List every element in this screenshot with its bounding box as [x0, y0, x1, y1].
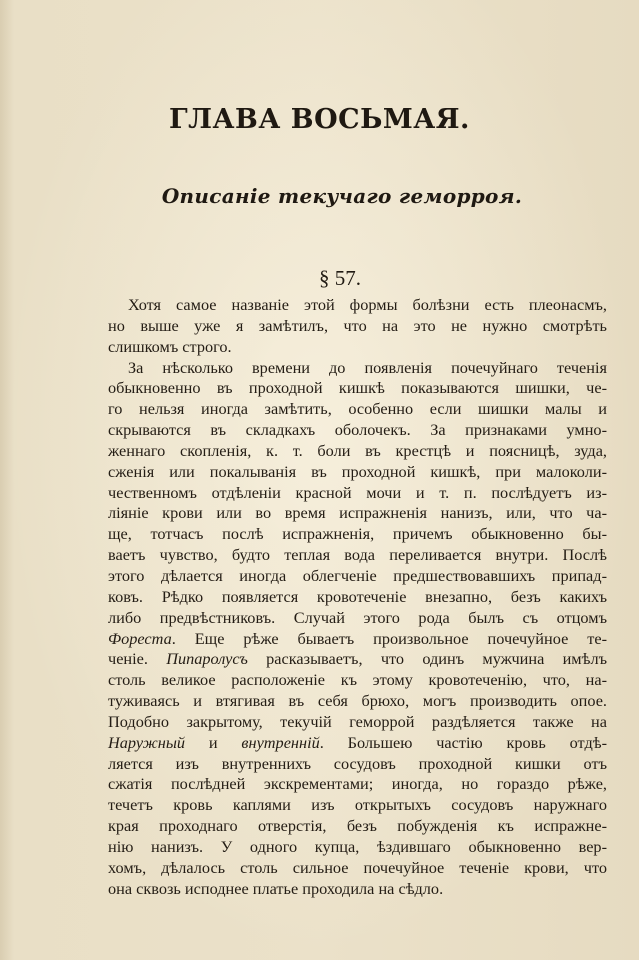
text-line: ліяніе крови или во время испражненія нанизъ, или, что ча-: [108, 503, 607, 523]
text-line: За нѣсколько времени до появленія почечуйнаго теченія: [128, 357, 607, 377]
text-line: Подобно закрытому, текучій геморрой раздѣляется также на: [108, 711, 607, 731]
text-line: либо предвѣстниковъ. Случай этого рода былъ съ отцомъ: [108, 607, 607, 627]
text-line: этого дѣлается иногда облегченіе предшествовавшихъ припад-: [108, 565, 607, 585]
text-line: края проходнаго отверстія, безъ побужденія къ испражне-: [108, 816, 607, 836]
text-line: сженія или покалыванія въ проходной кишкѣ, при малоколи-: [108, 461, 607, 481]
text-line: нію нанизъ. У одного купца, ѣздившаго обыкновенно вер-: [108, 836, 607, 856]
italic-name: Пипаролусъ: [166, 649, 248, 669]
text-line: ченіе. Пипаролусъ расказываетъ, что одинъ мужчина имѣлъ: [108, 649, 607, 669]
text-line: туживаясь и втягивая въ себя брюхо, могъ производить опое.: [108, 691, 607, 711]
text-line: Наружный и внутренній. Большею частію кровь отдѣ-: [108, 732, 607, 752]
text-line: чественномъ отдѣленіи красной мочи и т. п. послѣдуетъ из-: [108, 482, 607, 502]
italic-name: Фореста: [108, 628, 172, 648]
text-line: Хотя самое названіе этой формы болѣзни есть плеонасмъ,: [128, 295, 607, 314]
chapter-subtitle: Описаніе текучаго геморроя.: [161, 184, 523, 208]
text-line: го нельзя иногда замѣтить, особенно если шишки малы и: [108, 399, 607, 419]
text-line: она сквозь исподнее платье проходила на сѣдло.: [108, 878, 444, 898]
body-text: [108, 295, 607, 899]
chapter-title: ГЛАВА ВОСЬМАЯ.: [169, 104, 470, 135]
text-line: скрываются въ складкахъ оболочекъ. За признаками умно-: [108, 420, 607, 440]
italic-name: внутренній: [241, 732, 320, 752]
text-line: столь великое расположеніе къ этому кровотеченію, что, на-: [108, 670, 607, 690]
text-line: хомъ, дѣлалось столь сильное почечуйное теченіе крови, что: [108, 857, 607, 877]
text-line: ваетъ чувство, будто теплая вода переливается внутри. Послѣ: [108, 545, 607, 565]
section-number: § 57.: [319, 266, 361, 290]
text-line: течетъ кровь каплями изъ открытыхъ сосудовъ наружнаго: [108, 795, 607, 815]
italic-name: Наружный: [108, 732, 186, 752]
text-line: слишкомъ строго.: [108, 336, 232, 356]
text-line: Фореста. Еще рѣже бываетъ произвольное почечуйное те-: [108, 628, 607, 648]
text-line: но выше уже я замѣтилъ, что на это не нужно смотрѣть: [108, 315, 607, 335]
text-line: сжатія послѣдней экскрементами; иногда, но гораздо рѣже,: [108, 774, 607, 794]
text-line: женнаго скопленія, к. т. боли въ крестцѣ и поясницѣ, зуда,: [108, 440, 607, 460]
text-line: ще, тотчасъ послѣ испражненія, причемъ обыкновенно бы-: [108, 524, 607, 544]
text-line: ляется изъ внутреннихъ сосудовъ проходной кишки отъ: [108, 753, 607, 773]
text-line: обыкновенно въ проходной кишкѣ показываются шишки, че-: [108, 378, 607, 398]
text-line: ковъ. Рѣдко появляется кровотеченіе внезапно, безъ какихъ: [108, 586, 607, 606]
